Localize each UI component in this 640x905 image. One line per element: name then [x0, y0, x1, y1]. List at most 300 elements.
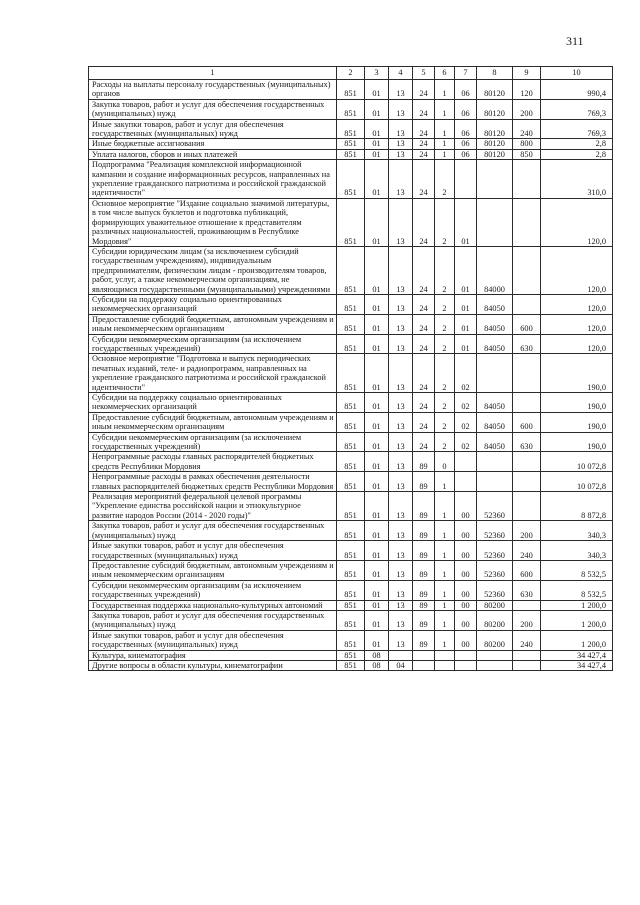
table-row [89, 334, 613, 354]
section-cell: 01 [365, 600, 389, 610]
expense-type-cell [513, 650, 541, 660]
code-cell: 851 [337, 580, 365, 600]
code-cell: 851 [337, 334, 365, 354]
subsection-cell: 04 [389, 660, 413, 670]
amount-cell: 340,3 [541, 521, 613, 541]
subsection-cell: 13 [389, 521, 413, 541]
program-cell: 24 [413, 149, 435, 159]
subprogram-cell: 1 [435, 119, 455, 139]
subsection-cell: 13 [389, 610, 413, 630]
subprogram-cell: 2 [435, 294, 455, 314]
subprogram-cell: 2 [435, 354, 455, 393]
table-row [89, 660, 613, 670]
event-cell: 00 [455, 600, 477, 610]
subprogram-cell: 1 [435, 521, 455, 541]
table-row [89, 160, 613, 199]
direction-cell: 84050 [477, 393, 513, 413]
amount-cell: 310,0 [541, 160, 613, 199]
column-header: 6 [435, 67, 455, 80]
expense-type-cell [513, 600, 541, 610]
row-name-cell: Предоставление субсидий бюджетным, автономным учреждениям и иным некоммерческим организациям [89, 412, 337, 432]
direction-cell [477, 650, 513, 660]
row-name-cell: Расходы на выплаты персоналу государственных (муниципальных) органов [89, 80, 337, 100]
expense-type-cell: 200 [513, 521, 541, 541]
expense-type-cell [513, 492, 541, 521]
code-cell: 851 [337, 246, 365, 294]
subsection-cell: 13 [389, 393, 413, 413]
direction-cell: 84050 [477, 314, 513, 334]
expense-type-cell: 600 [513, 560, 541, 580]
expense-type-cell [513, 452, 541, 472]
subprogram-cell: 0 [435, 452, 455, 472]
amount-cell: 8 532,5 [541, 560, 613, 580]
amount-cell: 120,0 [541, 314, 613, 334]
event-cell: 00 [455, 521, 477, 541]
column-header: 10 [541, 67, 613, 80]
subsection-cell: 13 [389, 246, 413, 294]
program-cell: 89 [413, 610, 435, 630]
direction-cell: 84050 [477, 334, 513, 354]
direction-cell: 52360 [477, 580, 513, 600]
subsection-cell: 13 [389, 580, 413, 600]
code-cell: 851 [337, 472, 365, 492]
table-row [89, 452, 613, 472]
event-cell: 01 [455, 246, 477, 294]
code-cell: 851 [337, 432, 365, 452]
direction-cell: 52360 [477, 492, 513, 521]
program-cell: 89 [413, 521, 435, 541]
expense-type-cell: 630 [513, 432, 541, 452]
subprogram-cell: 1 [435, 472, 455, 492]
program-cell: 24 [413, 80, 435, 100]
program-cell: 24 [413, 139, 435, 149]
subsection-cell: 13 [389, 560, 413, 580]
direction-cell [477, 452, 513, 472]
amount-cell: 120,0 [541, 198, 613, 246]
row-name-cell: Закупка товаров, работ и услуг для обеспечения государственных (муниципальных) нужд [89, 99, 337, 119]
column-header: 9 [513, 67, 541, 80]
table-row [89, 541, 613, 561]
amount-cell: 190,0 [541, 432, 613, 452]
expense-type-cell: 800 [513, 139, 541, 149]
event-cell: 06 [455, 80, 477, 100]
table-row [89, 80, 613, 100]
subsection-cell: 13 [389, 600, 413, 610]
event-cell: 00 [455, 541, 477, 561]
table-row [89, 432, 613, 452]
event-cell: 01 [455, 294, 477, 314]
row-name-cell: Государственная поддержка национально-культурных автономий [89, 600, 337, 610]
program-cell: 89 [413, 472, 435, 492]
expense-type-cell: 850 [513, 149, 541, 159]
amount-cell: 1 200,0 [541, 610, 613, 630]
row-name-cell: Другие вопросы в области культуры, кинематографии [89, 660, 337, 670]
event-cell: 00 [455, 492, 477, 521]
code-cell: 851 [337, 492, 365, 521]
amount-cell: 1 200,0 [541, 630, 613, 650]
expense-type-cell: 120 [513, 80, 541, 100]
header-row [89, 67, 613, 80]
row-name-cell: Субсидии юридическим лицам (за исключением субсидий государственным учреждениям), индивидуальным предпринимателям, физическим лицам - производителям товаров, работ, услуг, а также некоммерческим организациям, не являющимся государственными (муниципальными) учреждениями [89, 246, 337, 294]
section-cell: 01 [365, 560, 389, 580]
amount-cell: 2,8 [541, 149, 613, 159]
subprogram-cell: 2 [435, 432, 455, 452]
event-cell [455, 650, 477, 660]
section-cell: 01 [365, 580, 389, 600]
program-cell: 24 [413, 119, 435, 139]
code-cell: 851 [337, 412, 365, 432]
direction-cell [477, 660, 513, 670]
row-name-cell: Субсидии на поддержку социально ориентированных некоммерческих организаций [89, 393, 337, 413]
event-cell: 06 [455, 119, 477, 139]
row-name-cell: Непрограммные расходы в рамках обеспечения деятельности главных распорядителей бюджетных средств Республики Мордовия [89, 472, 337, 492]
code-cell: 851 [337, 650, 365, 660]
row-name-cell: Закупка товаров, работ и услуг для обеспечения государственных (муниципальных) нужд [89, 521, 337, 541]
direction-cell [477, 160, 513, 199]
section-cell: 01 [365, 492, 389, 521]
amount-cell: 190,0 [541, 354, 613, 393]
code-cell: 851 [337, 630, 365, 650]
row-name-cell: Основное мероприятие "Издание социально значимой литературы, в том числе выпуск буклетов и подготовка публикаций, формирующих уважительное отношение к представителям различных национальностей, проживающим в Республике Мордовия" [89, 198, 337, 246]
subsection-cell: 13 [389, 80, 413, 100]
program-cell: 24 [413, 314, 435, 334]
table-row [89, 99, 613, 119]
table-row [89, 139, 613, 149]
program-cell [413, 660, 435, 670]
table-row [89, 492, 613, 521]
program-cell: 24 [413, 99, 435, 119]
section-cell: 01 [365, 149, 389, 159]
direction-cell: 80200 [477, 600, 513, 610]
code-cell: 851 [337, 660, 365, 670]
program-cell [413, 650, 435, 660]
expense-type-cell [513, 393, 541, 413]
event-cell: 00 [455, 610, 477, 630]
table-row [89, 650, 613, 660]
program-cell: 89 [413, 452, 435, 472]
section-cell: 01 [365, 246, 389, 294]
event-cell: 01 [455, 314, 477, 334]
expense-type-cell [513, 160, 541, 199]
subsection-cell: 13 [389, 314, 413, 334]
event-cell: 00 [455, 560, 477, 580]
event-cell: 06 [455, 139, 477, 149]
direction-cell: 52360 [477, 560, 513, 580]
row-name-cell: Культура, кинематография [89, 650, 337, 660]
subprogram-cell: 1 [435, 80, 455, 100]
column-header: 4 [389, 67, 413, 80]
amount-cell: 769,3 [541, 119, 613, 139]
subsection-cell: 13 [389, 149, 413, 159]
table-row [89, 198, 613, 246]
row-name-cell: Иные бюджетные ассигнования [89, 139, 337, 149]
amount-cell: 2,8 [541, 139, 613, 149]
code-cell: 851 [337, 99, 365, 119]
expense-type-cell: 240 [513, 541, 541, 561]
event-cell: 06 [455, 149, 477, 159]
budget-table [88, 66, 613, 671]
table-row [89, 393, 613, 413]
subsection-cell: 13 [389, 160, 413, 199]
table-row [89, 580, 613, 600]
code-cell: 851 [337, 119, 365, 139]
subprogram-cell: 2 [435, 412, 455, 432]
subsection-cell: 13 [389, 630, 413, 650]
event-cell: 00 [455, 630, 477, 650]
amount-cell: 1 200,0 [541, 600, 613, 610]
direction-cell [477, 198, 513, 246]
row-name-cell: Субсидии некоммерческим организациям (за исключением государственных учреждений) [89, 580, 337, 600]
section-cell: 08 [365, 650, 389, 660]
subsection-cell: 13 [389, 541, 413, 561]
program-cell: 24 [413, 412, 435, 432]
column-header: 1 [89, 67, 337, 80]
expense-type-cell: 630 [513, 580, 541, 600]
row-name-cell: Предоставление субсидий бюджетным, автономным учреждениям и иным некоммерческим организациям [89, 560, 337, 580]
event-cell: 02 [455, 412, 477, 432]
subprogram-cell [435, 650, 455, 660]
direction-cell [477, 354, 513, 393]
table-row [89, 472, 613, 492]
section-cell: 01 [365, 80, 389, 100]
subprogram-cell: 1 [435, 541, 455, 561]
direction-cell: 80200 [477, 610, 513, 630]
direction-cell: 84050 [477, 412, 513, 432]
amount-cell: 769,3 [541, 99, 613, 119]
row-name-cell: Закупка товаров, работ и услуг для обеспечения государственных (муниципальных) нужд [89, 610, 337, 630]
row-name-cell: Иные закупки товаров, работ и услуг для обеспечения государственных (муниципальных) нужд [89, 119, 337, 139]
row-name-cell: Субсидии на поддержку социально ориентированных некоммерческих организаций [89, 294, 337, 314]
subprogram-cell: 2 [435, 160, 455, 199]
section-cell: 01 [365, 139, 389, 149]
subprogram-cell: 2 [435, 334, 455, 354]
column-header: 3 [365, 67, 389, 80]
subprogram-cell: 2 [435, 246, 455, 294]
section-cell: 01 [365, 354, 389, 393]
subsection-cell: 13 [389, 119, 413, 139]
direction-cell: 84050 [477, 432, 513, 452]
section-cell: 01 [365, 198, 389, 246]
table-row [89, 246, 613, 294]
column-header: 7 [455, 67, 477, 80]
section-cell: 01 [365, 314, 389, 334]
code-cell: 851 [337, 139, 365, 149]
program-cell: 89 [413, 630, 435, 650]
column-header: 8 [477, 67, 513, 80]
direction-cell: 80120 [477, 139, 513, 149]
subprogram-cell: 1 [435, 99, 455, 119]
subprogram-cell: 1 [435, 560, 455, 580]
amount-cell: 8 532,5 [541, 580, 613, 600]
amount-cell: 120,0 [541, 246, 613, 294]
column-header: 2 [337, 67, 365, 80]
expense-type-cell: 200 [513, 99, 541, 119]
subsection-cell: 13 [389, 198, 413, 246]
program-cell: 89 [413, 541, 435, 561]
section-cell: 01 [365, 541, 389, 561]
row-name-cell: Иные закупки товаров, работ и услуг для обеспечения государственных (муниципальных) нужд [89, 630, 337, 650]
event-cell: 01 [455, 334, 477, 354]
direction-cell [477, 472, 513, 492]
subsection-cell: 13 [389, 412, 413, 432]
row-name-cell: Уплата налогов, сборов и иных платежей [89, 149, 337, 159]
section-cell: 01 [365, 160, 389, 199]
direction-cell: 52360 [477, 521, 513, 541]
code-cell: 851 [337, 198, 365, 246]
expense-type-cell: 240 [513, 630, 541, 650]
expense-type-cell: 600 [513, 314, 541, 334]
direction-cell: 84050 [477, 294, 513, 314]
event-cell: 02 [455, 354, 477, 393]
event-cell [455, 160, 477, 199]
program-cell: 24 [413, 354, 435, 393]
event-cell: 00 [455, 580, 477, 600]
section-cell: 01 [365, 432, 389, 452]
code-cell: 851 [337, 560, 365, 580]
subsection-cell: 13 [389, 452, 413, 472]
page-number: 311 [566, 34, 584, 48]
subprogram-cell: 1 [435, 630, 455, 650]
table-row [89, 630, 613, 650]
direction-cell: 52360 [477, 541, 513, 561]
section-cell: 01 [365, 294, 389, 314]
event-cell [455, 452, 477, 472]
section-cell: 01 [365, 412, 389, 432]
amount-cell: 190,0 [541, 412, 613, 432]
amount-cell: 120,0 [541, 294, 613, 314]
code-cell: 851 [337, 541, 365, 561]
row-name-cell: Субсидии некоммерческим организациям (за исключением государственных учреждений) [89, 432, 337, 452]
table-row [89, 610, 613, 630]
code-cell: 851 [337, 80, 365, 100]
row-name-cell: Подпрограмма "Реализация комплексной информационной кампании и создание информационных ресурсов, направленных на укрепление гражданского патриотизма и российской гражданской идентичности" [89, 160, 337, 199]
subsection-cell: 13 [389, 139, 413, 149]
event-cell: 06 [455, 99, 477, 119]
section-cell: 01 [365, 521, 389, 541]
program-cell: 24 [413, 393, 435, 413]
subsection-cell: 13 [389, 99, 413, 119]
table-row [89, 354, 613, 393]
code-cell: 851 [337, 294, 365, 314]
code-cell: 851 [337, 521, 365, 541]
code-cell: 851 [337, 393, 365, 413]
expense-type-cell: 200 [513, 610, 541, 630]
program-cell: 89 [413, 492, 435, 521]
column-header: 5 [413, 67, 435, 80]
program-cell: 24 [413, 294, 435, 314]
code-cell: 851 [337, 610, 365, 630]
amount-cell: 8 872,8 [541, 492, 613, 521]
section-cell: 01 [365, 393, 389, 413]
expense-type-cell [513, 198, 541, 246]
code-cell: 851 [337, 160, 365, 199]
expense-type-cell [513, 660, 541, 670]
table-row [89, 294, 613, 314]
subsection-cell: 13 [389, 492, 413, 521]
row-name-cell: Предоставление субсидий бюджетным, автономным учреждениям и иным некоммерческим организациям [89, 314, 337, 334]
row-name-cell: Реализация мероприятий федеральной целевой программы "Укрепление единства российской нации и этнокультурное развитие народов России (2014 - 2020 годы)" [89, 492, 337, 521]
table-row [89, 560, 613, 580]
program-cell: 24 [413, 432, 435, 452]
table-row [89, 119, 613, 139]
section-cell: 01 [365, 452, 389, 472]
expense-type-cell [513, 354, 541, 393]
event-cell [455, 660, 477, 670]
subprogram-cell: 1 [435, 610, 455, 630]
subprogram-cell: 2 [435, 393, 455, 413]
subsection-cell: 13 [389, 432, 413, 452]
code-cell: 851 [337, 149, 365, 159]
expense-type-cell: 630 [513, 334, 541, 354]
section-cell: 08 [365, 660, 389, 670]
program-cell: 89 [413, 600, 435, 610]
program-cell: 89 [413, 580, 435, 600]
direction-cell: 80120 [477, 149, 513, 159]
row-name-cell: Основное мероприятие "Подготовка и выпуск периодических печатных изданий, теле- и радиопрограмм, направленных на укрепление гражданского патриотизма и российской гражданской идентичности" [89, 354, 337, 393]
section-cell: 01 [365, 99, 389, 119]
subsection-cell: 13 [389, 294, 413, 314]
event-cell: 02 [455, 432, 477, 452]
table-row [89, 314, 613, 334]
amount-cell: 10 072,8 [541, 452, 613, 472]
direction-cell: 80200 [477, 630, 513, 650]
event-cell: 01 [455, 198, 477, 246]
table-row [89, 521, 613, 541]
section-cell: 01 [365, 472, 389, 492]
code-cell: 851 [337, 600, 365, 610]
event-cell: 02 [455, 393, 477, 413]
subprogram-cell [435, 660, 455, 670]
section-cell: 01 [365, 610, 389, 630]
section-cell: 01 [365, 119, 389, 139]
subprogram-cell: 1 [435, 492, 455, 521]
direction-cell: 84000 [477, 246, 513, 294]
event-cell [455, 472, 477, 492]
program-cell: 24 [413, 160, 435, 199]
direction-cell: 80120 [477, 99, 513, 119]
expense-type-cell [513, 294, 541, 314]
expense-type-cell: 240 [513, 119, 541, 139]
expense-type-cell: 600 [513, 412, 541, 432]
program-cell: 24 [413, 198, 435, 246]
section-cell: 01 [365, 334, 389, 354]
subsection-cell: 13 [389, 334, 413, 354]
direction-cell: 80120 [477, 80, 513, 100]
section-cell: 01 [365, 630, 389, 650]
program-cell: 24 [413, 246, 435, 294]
row-name-cell: Непрограммные расходы главных распорядителей бюджетных средств Республики Мордовия [89, 452, 337, 472]
subprogram-cell: 1 [435, 139, 455, 149]
expense-type-cell [513, 246, 541, 294]
amount-cell: 990,4 [541, 80, 613, 100]
amount-cell: 10 072,8 [541, 472, 613, 492]
subprogram-cell: 1 [435, 149, 455, 159]
code-cell: 851 [337, 354, 365, 393]
subprogram-cell: 2 [435, 314, 455, 334]
amount-cell: 34 427,4 [541, 660, 613, 670]
subsection-cell: 13 [389, 354, 413, 393]
direction-cell: 80120 [477, 119, 513, 139]
table-row [89, 412, 613, 432]
subsection-cell [389, 650, 413, 660]
amount-cell: 34 427,4 [541, 650, 613, 660]
subprogram-cell: 1 [435, 600, 455, 610]
program-cell: 89 [413, 560, 435, 580]
row-name-cell: Иные закупки товаров, работ и услуг для обеспечения государственных (муниципальных) нужд [89, 541, 337, 561]
amount-cell: 340,3 [541, 541, 613, 561]
table-row [89, 600, 613, 610]
code-cell: 851 [337, 452, 365, 472]
